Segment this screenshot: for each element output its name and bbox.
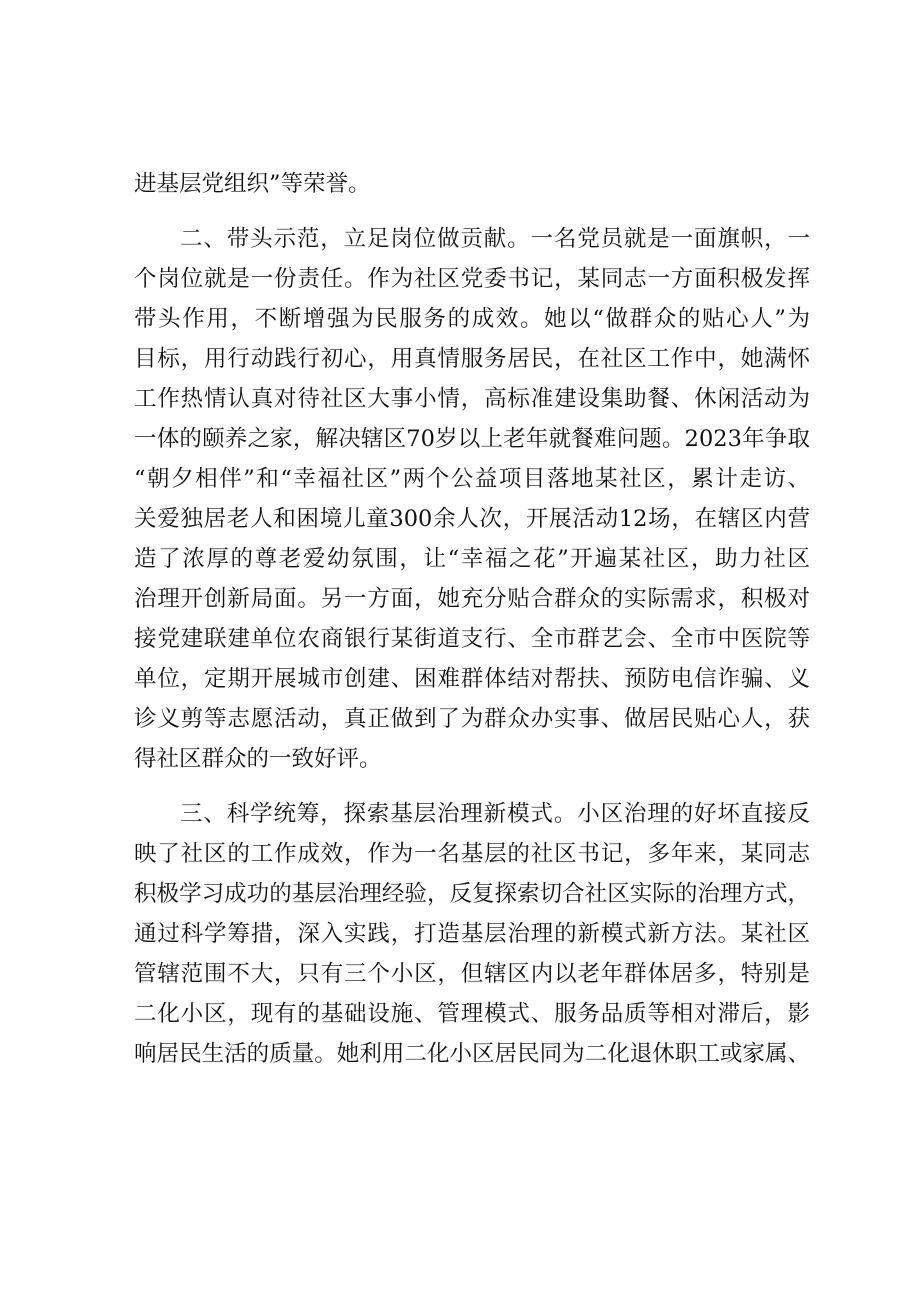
section-heading-line: 三、科学统筹，探索基层治理新模式。小区治理的好坏直接反 — [180, 801, 810, 827]
text-line: 工作热情认真对待社区大事小情，高标准建设集助餐、休闲活动为 — [134, 386, 810, 412]
text-line: “朝夕相伴”和“幸福社区”两个公益项目落地某社区，累计走访、 — [134, 466, 810, 492]
text-line: 响居民生活的质量。她利用二化小区居民同为二化退休职工或家属、 — [134, 1041, 810, 1067]
text-line: 一体的颐养之家，解决辖区70岁以上老年就餐难问题。2023年争取 — [134, 426, 810, 452]
text-line: 管辖范围不大，只有三个小区，但辖区内以老年群体居多，特别是 — [134, 961, 810, 987]
text-line: 造了浓厚的尊老爱幼氛围，让“幸福之花”开遍某社区，助力社区 — [134, 546, 810, 572]
text-line: 积极学习成功的基层治理经验，反复探索切合社区实际的治理方式， — [134, 881, 810, 907]
text-line: 进基层党组织”等荣誉。 — [134, 171, 371, 197]
text-line: 带头作用，不断增强为民服务的成效。她以“做群众的贴心人”为 — [134, 306, 810, 332]
text-line: 得社区群众的一致好评。 — [134, 746, 382, 772]
section-heading-line: 二、带头示范，立足岗位做贡献。一名党员就是一面旗帜，一 — [180, 226, 810, 252]
text-line: 目标，用行动践行初心，用真情服务居民，在社区工作中，她满怀 — [134, 346, 810, 372]
text-line: 诊义剪等志愿活动，真正做到了为群众办实事、做居民贴心人，获 — [134, 706, 810, 732]
text-line: 治理开创新局面。另一方面，她充分贴合群众的实际需求，积极对 — [134, 586, 810, 612]
text-line: 关爱独居老人和困境儿童300余人次，开展活动12场，在辖区内营 — [134, 506, 810, 532]
text-line: 二化小区，现有的基础设施、管理模式、服务品质等相对滞后，影 — [134, 1001, 810, 1027]
text-line: 单位，定期开展城市创建、困难群体结对帮扶、预防电信诈骗、义 — [134, 666, 810, 692]
text-line: 个岗位就是一份责任。作为社区党委书记，某同志一方面积极发挥 — [134, 266, 810, 292]
text-line: 通过科学筹措，深入实践，打造基层治理的新模式新方法。某社区 — [134, 921, 810, 947]
text-line: 映了社区的工作成效，作为一名基层的社区书记，多年来，某同志 — [134, 841, 810, 867]
text-line: 接党建联建单位农商银行某街道支行、全市群艺会、全市中医院等 — [134, 626, 810, 652]
